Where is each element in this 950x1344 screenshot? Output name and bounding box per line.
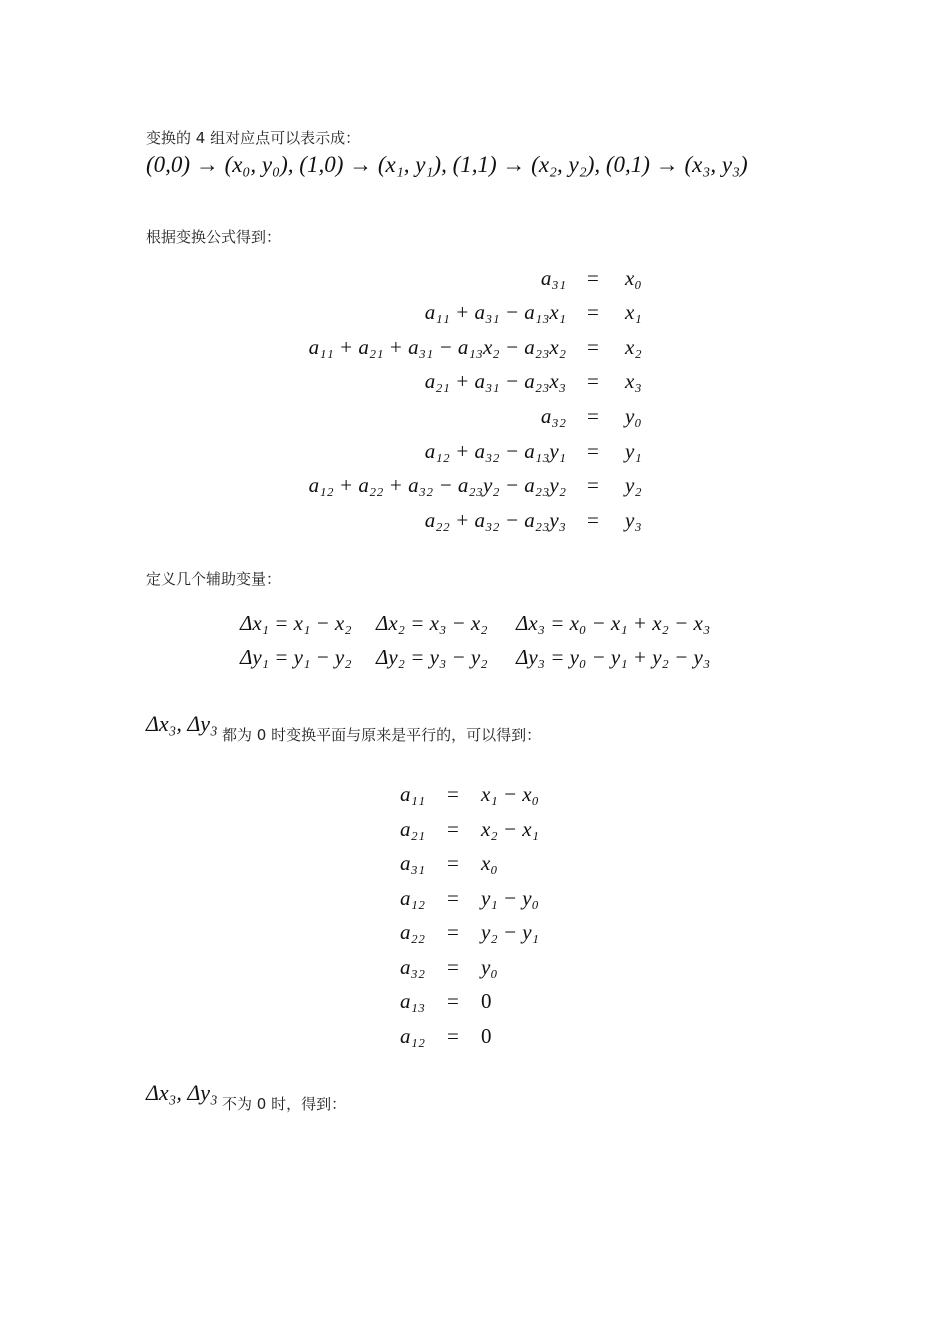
aux-dy1: Δy₁ = y₁ − y₂ [240, 645, 352, 669]
eq1-row-1 [200, 266, 566, 296]
eq2-rhs: x₀ [481, 851, 498, 875]
eq1-rhs: x₀ [625, 266, 642, 290]
paragraph-derivation: 根据变换公式得到： [146, 228, 282, 246]
eq2-lhs: a₁₂ [400, 1024, 426, 1048]
eq1-rhs: y₁ [625, 439, 642, 463]
paragraph-parallel-case: 都为 0 时变换平面与原来是平行的，可以得到： [222, 726, 542, 744]
eq1-lhs: a₁₂ + a₃₂ − a₁₃y₁ [424, 439, 566, 463]
eq1-rhs: x₂ [625, 335, 642, 359]
eq1-equals: = [587, 404, 599, 428]
eq2-lhs: a₁₃ [400, 989, 426, 1013]
eq2-equals: = [447, 1024, 459, 1048]
eq2-rhs: y₁ − y₀ [481, 886, 539, 910]
eq2-rhs: y₂ − y₁ [481, 920, 539, 944]
eq2-equals: = [447, 886, 459, 910]
eq2-lhs: a₂₂ [400, 920, 426, 944]
eq1-row-4 [200, 369, 566, 399]
eq1-equals: = [587, 335, 599, 359]
eq1-row-5 [200, 404, 566, 434]
eq2-rhs: x₂ − x₁ [481, 817, 539, 841]
eq2-equals: = [447, 851, 459, 875]
eq1-row-3 [200, 335, 566, 365]
eq1-row-7 [200, 473, 566, 503]
paragraph-aux-definition: 定义几个辅助变量： [146, 570, 282, 588]
eq1-rhs: y₀ [625, 404, 642, 428]
eq1-equals: = [587, 300, 599, 324]
eq1-rhs: x₁ [625, 300, 642, 324]
eq1-lhs: a₂₂ + a₃₂ − a₂₃y₃ [424, 508, 566, 532]
eq1-row-2 [200, 300, 566, 330]
aux-dy3: Δy₃ = y₀ − y₁ + y₂ − y₃ [516, 645, 711, 669]
eq1-lhs: a₃₂ [540, 404, 566, 428]
paragraph-nonparallel-case: 不为 0 时，得到： [222, 1095, 347, 1113]
eq1-rhs: y₃ [625, 508, 642, 532]
eq2-lhs: a₃₁ [400, 851, 426, 875]
paragraph-intro: 变换的 4 组对应点可以表示成： [146, 129, 361, 147]
eq2-lhs: a₁₂ [400, 886, 426, 910]
eq2-lhs: a₂₁ [400, 817, 426, 841]
eq1-lhs: a₁₁ + a₂₁ + a₃₁ − a₁₃x₂ − a₂₃x₂ [308, 335, 566, 359]
eq1-equals: = [587, 266, 599, 290]
eq1-lhs: a₁₁ + a₃₁ − a₁₃x₁ [424, 300, 566, 324]
aux-dx2: Δx₂ = x₃ − x₂ [376, 611, 488, 635]
aux-dy2: Δy₂ = y₃ − y₂ [376, 645, 488, 669]
point-mapping-formula: (0,0) → (x₀, y₀), (1,0) → (x₁, y₁), (1,1) → (x₂, y₂), (0,1) → (x₃, y₃) [146, 152, 748, 177]
eq1-row-6 [200, 439, 566, 469]
eq1-equals: = [587, 439, 599, 463]
eq2-equals: = [447, 955, 459, 979]
eq1-lhs: a₁₂ + a₂₂ + a₃₂ − a₂₃y₂ − a₂₃y₂ [308, 473, 566, 497]
eq2-rhs: y₀ [481, 955, 498, 979]
eq2-equals: = [447, 782, 459, 806]
eq2-equals: = [447, 989, 459, 1013]
eq1-lhs: a₃₁ [540, 266, 566, 290]
eq2-rhs: x₁ − x₀ [481, 782, 539, 806]
eq1-rhs: x₃ [625, 369, 642, 393]
eq2-rhs: 0 [481, 989, 492, 1013]
delta-nonzero-math: Δx₃, Δy₃ [146, 1080, 218, 1105]
eq2-equals: = [447, 920, 459, 944]
eq2-equals: = [447, 817, 459, 841]
eq2-rhs: 0 [481, 1024, 492, 1048]
eq1-row-8 [200, 508, 566, 538]
eq1-equals: = [587, 508, 599, 532]
eq1-equals: = [587, 369, 599, 393]
eq1-lhs: a₂₁ + a₃₁ − a₂₃x₃ [424, 369, 566, 393]
eq1-rhs: y₂ [625, 473, 642, 497]
eq2-lhs: a₃₂ [400, 955, 426, 979]
eq2-lhs: a₁₁ [400, 782, 426, 806]
aux-dx3: Δx₃ = x₀ − x₁ + x₂ − x₃ [516, 611, 711, 635]
aux-dx1: Δx₁ = x₁ − x₂ [240, 611, 352, 635]
delta-condition-math: Δx₃, Δy₃ [146, 711, 218, 736]
eq1-equals: = [587, 473, 599, 497]
